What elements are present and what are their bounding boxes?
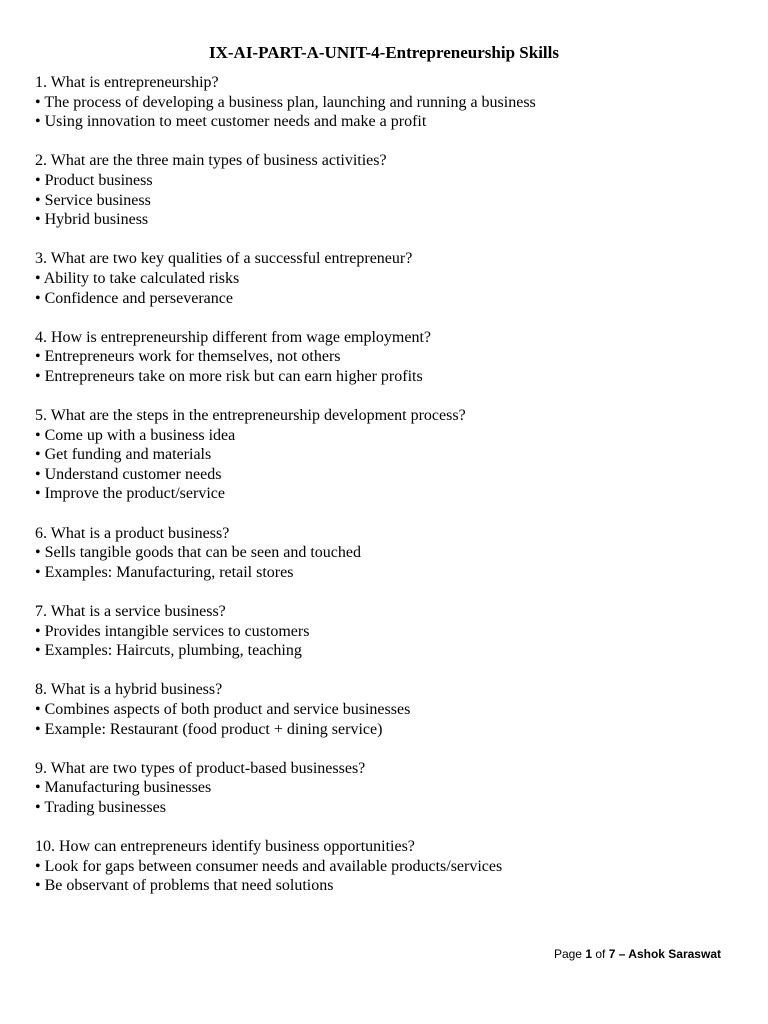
question: 10. How can entrepreneurs identify business opportunities? [35, 838, 415, 856]
bullet-item: • Using innovation to meet customer needs and make a profit [35, 113, 427, 131]
footer-page-total: 7 [608, 947, 616, 961]
footer-author: Ashok Saraswat [628, 947, 721, 961]
qa-block [35, 680, 735, 739]
document-title: IX-AI-PART-A-UNIT-4-Entrepreneurship Skills [208, 43, 559, 62]
bullet-item: • Hybrid business [35, 211, 149, 229]
bullet-item: • Come up with a business idea [35, 426, 236, 444]
bullet-item: • Get funding and materials [35, 446, 212, 464]
qa-block [35, 837, 735, 896]
bullet-item: • Provides intangible services to customers [35, 622, 310, 640]
bullet-item: • Examples: Manufacturing, retail stores [35, 563, 294, 581]
qa-block [35, 524, 735, 583]
bullet-item: • Service business [35, 191, 151, 209]
question: 7. What is a service business? [35, 603, 226, 621]
page-footer [554, 946, 721, 962]
bullet-item: • The process of developing a business plan, launching and running a business [35, 93, 536, 111]
qa-block [35, 151, 735, 229]
qa-block [35, 406, 735, 504]
bullet-item: • Example: Restaurant (food product + dining service) [35, 720, 383, 738]
question: 4. How is entrepreneurship different from wage employment? [35, 328, 432, 346]
footer-of-label: of [592, 947, 609, 961]
bullet-item: • Improve the product/service [35, 485, 225, 503]
footer-page-label: Page [553, 947, 586, 961]
bullet-item: • Entrepreneurs work for themselves, not others [35, 348, 341, 366]
qa-block [35, 73, 735, 132]
bullet-item: • Ability to take calculated risks [35, 269, 240, 287]
question: 2. What are the three main types of business activities? [35, 152, 387, 170]
bullet-item: • Manufacturing businesses [35, 779, 212, 797]
bullet-item: • Trading businesses [35, 798, 166, 816]
bullet-item: • Product business [35, 171, 153, 189]
qa-block [35, 328, 735, 387]
question: 1. What is entrepreneurship? [35, 74, 219, 91]
bullet-item: • Sells tangible goods that can be seen and touched [35, 544, 361, 562]
document-body [35, 73, 735, 916]
bullet-item: • Confidence and perseverance [35, 289, 233, 307]
qa-block [35, 759, 735, 818]
question: 9. What are two types of product-based businesses? [35, 759, 366, 777]
footer-page-number: 1 [585, 947, 592, 961]
bullet-item: • Entrepreneurs take on more risk but can earn higher profits [35, 367, 423, 385]
qa-block [35, 602, 735, 661]
question: 6. What is a product business? [35, 524, 230, 542]
qa-block [35, 249, 735, 308]
bullet-item: • Be observant of problems that need solutions [35, 877, 334, 895]
question: 3. What are two key qualities of a successful entrepreneur? [35, 250, 413, 268]
question: 5. What are the steps in the entrepreneurship development process? [35, 407, 466, 425]
bullet-item: • Examples: Haircuts, plumbing, teaching [35, 642, 302, 660]
bullet-item: • Combines aspects of both product and service businesses [35, 701, 411, 718]
question: 8. What is a hybrid business? [35, 681, 223, 699]
footer-separator: – [615, 947, 629, 961]
bullet-item: • Understand customer needs [35, 465, 222, 483]
bullet-item: • Look for gaps between consumer needs and available products/services [35, 857, 503, 875]
